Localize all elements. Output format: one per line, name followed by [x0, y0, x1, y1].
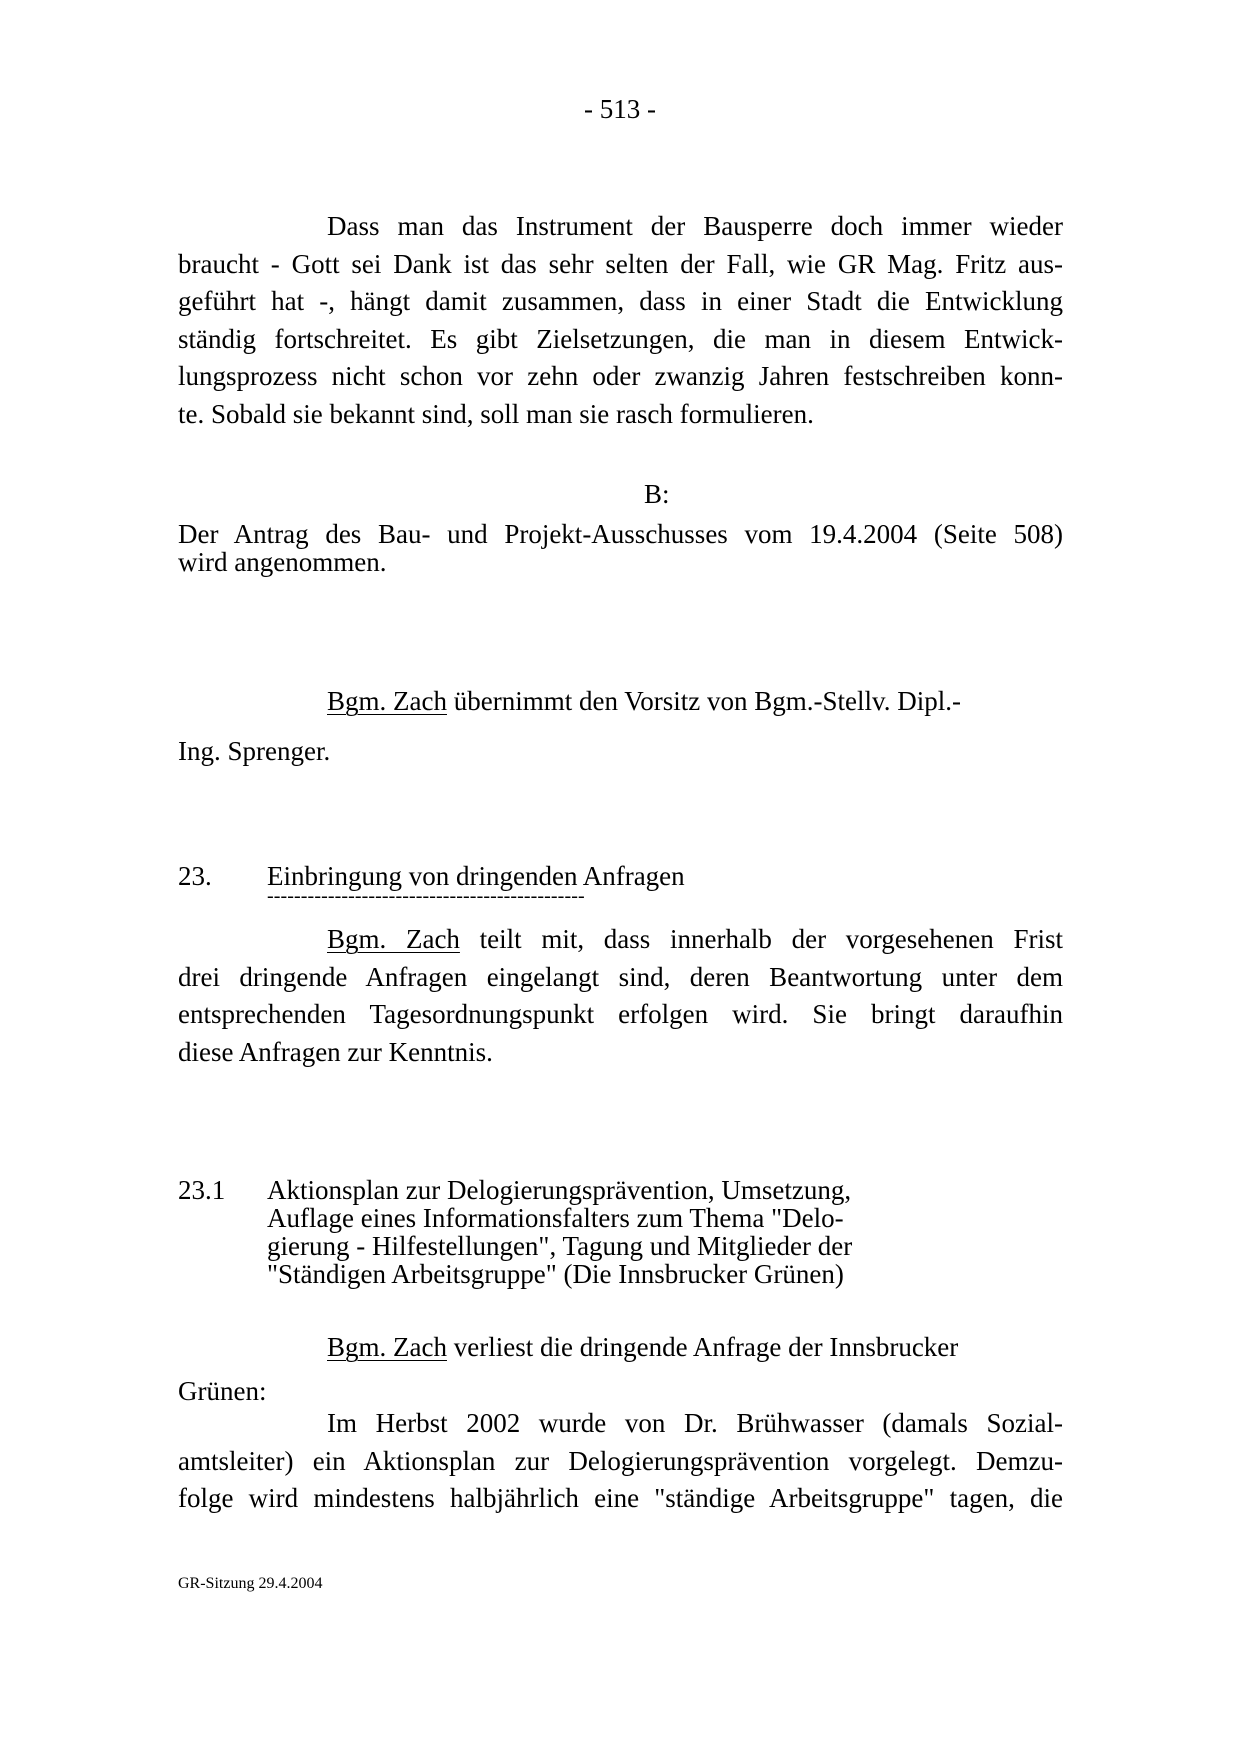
title-line: Auflage eines Informationsfalters zum Thema "Delo- — [267, 1203, 844, 1233]
paragraph-line: braucht - Gott sei Dank ist das sehr selten der Fall, wie GR Mag. Fritz aus- — [178, 248, 1063, 279]
item-23-1-number: 23.1 — [178, 1175, 226, 1205]
paragraph-line: wird angenommen. — [178, 547, 387, 577]
paragraph-line: diese Anfragen zur Kenntnis. — [178, 1036, 493, 1067]
paragraph-line: Der Antrag des Bau- und Projekt-Ausschusses vom 19.4.2004 (Seite 508) — [178, 519, 1063, 549]
paragraph-line: Ing. Sprenger. — [178, 736, 331, 766]
paragraph-line: te. Sobald sie bekannt sind, soll man sie rasch formulieren. — [178, 398, 814, 429]
title-line: "Ständigen Arbeitsgruppe" (Die Innsbrucker Grünen) — [267, 1259, 844, 1289]
paragraph-line: Grünen: — [178, 1376, 267, 1406]
paragraph-line: ständig fortschreitet. Es gibt Zielsetzungen, die man in diesem Entwick- — [178, 323, 1063, 354]
section-b-text — [178, 520, 1063, 576]
section-b-label: B: — [644, 479, 670, 509]
paragraph-line — [178, 676, 1063, 726]
chair-change-paragraph — [178, 676, 1063, 776]
speaker-name: Bgm. Zach — [327, 924, 460, 954]
reading-paragraph — [178, 1325, 1063, 1413]
paragraph-line: lungsprozess nicht schon vor zehn oder zwanzig Jahren festschreiben konn- — [178, 361, 1063, 391]
title-line: Aktionsplan zur Delogierungsprävention, Umsetzung, — [267, 1175, 852, 1205]
paragraph-text: übernimmt den Vorsitz von Bgm.-Stellv. Dipl.- — [446, 686, 961, 716]
item-23-rule: ----------------------------------------------- — [267, 885, 585, 907]
paragraph-text: teilt mit, dass innerhalb der vorgesehenen Frist — [459, 924, 1063, 954]
paragraph-line: drei dringende Anfragen eingelangt sind, deren Beantwortung unter dem — [178, 961, 1063, 992]
item-23-number: 23. — [178, 861, 212, 891]
paragraph-line — [178, 921, 1063, 959]
page-number: - 513 - — [584, 94, 656, 124]
paragraph-line: amtsleiter) ein Aktionsplan zur Delogierungsprävention vorgelegt. Demzu- — [178, 1445, 1063, 1476]
speaker-name: Bgm. Zach — [327, 686, 447, 716]
paragraph-line — [178, 1325, 1063, 1369]
title-line: gierung - Hilfestellungen", Tagung und Mitglieder der — [267, 1231, 853, 1261]
footer: GR-Sitzung 29.4.2004 — [178, 1575, 323, 1592]
item-23-paragraph — [178, 921, 1063, 1071]
paragraph-line: geführt hat -, hängt damit zusammen, dass in einer Stadt die Entwicklung — [178, 286, 1063, 316]
request-paragraph — [178, 1405, 1063, 1518]
paragraph-bausperre — [178, 208, 1063, 433]
item-23-1-title — [267, 1176, 852, 1288]
speaker-name: Bgm. Zach — [327, 1332, 447, 1362]
paragraph-line: Im Herbst 2002 wurde von Dr. Brühwasser (damals Sozial- — [327, 1408, 1063, 1438]
paragraph-line: folge wird mindestens halbjährlich eine "ständige Arbeitsgruppe" tagen, die — [178, 1483, 1063, 1513]
item-23-title: Einbringung von dringenden Anfragen — [267, 861, 685, 891]
paragraph-text: verliest die dringende Anfrage der Innsbrucker — [446, 1332, 959, 1362]
paragraph-line: Dass man das Instrument der Bausperre doch immer wieder — [327, 211, 1063, 241]
paragraph-line: entsprechenden Tagesordnungspunkt erfolgen wird. Sie bringt daraufhin — [178, 999, 1063, 1029]
